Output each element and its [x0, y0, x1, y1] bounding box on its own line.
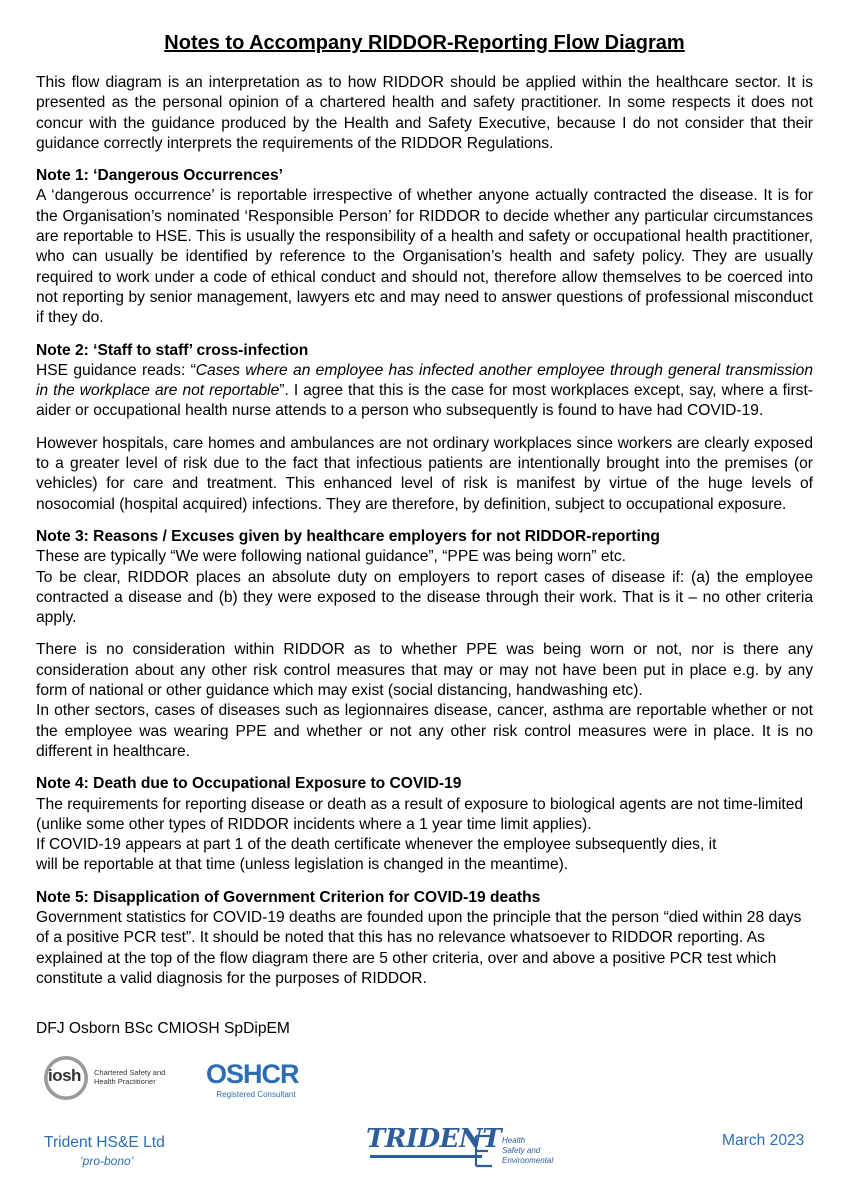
document-date: March 2023 — [722, 1132, 805, 1149]
pro-bono-label: ‘pro-bono’ — [80, 1154, 134, 1168]
note-4-body: The requirements for reporting disease or death as a result of exposure to biological agents are not time-limited (unlike some other types of RIDDOR incidents where a 1 year time limit applies). — [36, 795, 804, 833]
note-2-quote: Cases where an employee has infected another employee through general transmission in the workplace are not reportable — [36, 361, 813, 400]
author-signature: DFJ Osborn BSc CMIOSH SpDipEM — [36, 1020, 290, 1037]
note-3-line1: These are typically “We were following national guidance”, “PPE was being worn” etc. — [36, 548, 626, 566]
note-5-heading: Note 5: Disapplication of Government Criterion for COVID-19 deaths — [36, 888, 541, 906]
trident-logo-word: TRIDENT — [366, 1124, 502, 1154]
intro-paragraph: This flow diagram is an interpretation as to how RIDDOR should be applied within the healthcare sector. It is presented as the personal opinion of a chartered health and safety practitioner. In some respects it does not concur with the guidance produced by the Health and Safety Executive, because I do not consider that their guidance correctly interprets the requirements of the RIDDOR Regulations. — [36, 74, 813, 152]
note-3-heading: Note 3: Reasons / Excuses given by healthcare employers for not RIDDOR-reporting — [36, 527, 660, 545]
note-1-heading: Note 1: ‘Dangerous Occurrences’ — [36, 167, 283, 185]
note-3-line2: To be clear, RIDDOR places an absolute duty on employers to report cases of disease if: (a) the employee contracted a disease and (b) they were exposed to the disease through their work. That is it – no other criteria apply. — [36, 568, 813, 627]
trident-logo-lines: Health Safety and Environmental — [502, 1136, 554, 1165]
note-2-heading: Note 2: ‘Staff to staff’ cross-infection — [36, 341, 309, 359]
oshcr-logo — [206, 1060, 306, 1104]
trident-underline — [370, 1155, 482, 1158]
note-4-body2: If COVID-19 appears at part 1 of the death certificate whenever the employee subsequently dies, it will be reportable at that time (unless legislation is changed in the meantime). — [36, 836, 717, 874]
note-3-para2: There is no consideration within RIDDOR as to whether PPE was being worn or not, nor is there any consideration about any other risk control measures that may or may not have been put in place e.g. by any form of national or other guidance which may exist (social distancing, handwashing etc). — [36, 641, 813, 700]
note-4-heading: Note 4: Death due to Occupational Exposure to COVID-19 — [36, 775, 462, 793]
trident-e-icon — [474, 1134, 494, 1168]
document-body — [36, 73, 813, 989]
note-1-body: A ‘dangerous occurrence’ is reportable irrespective of whether anyone actually contracted the disease. It is for the Organisation’s nominated ‘Responsible Person’ for RIDDOR to decide whether any particular circumstances are reportable to HSE. This is usually the responsibility of a health and safety or occupational health practitioner, who can usually be identified by reference to the Organisation’s health and safety policy. They are usually required to work under a code of ethical conduct and should not, therefore allow themselves to be coerced into not reporting by senior management, lawyers etc and may need to answer questions of professional misconduct if they do. — [36, 187, 813, 327]
oshcr-logo-word: OSHCR — [206, 1059, 299, 1089]
oshcr-logo-subtitle: Registered Consultant — [216, 1090, 296, 1099]
iosh-logo — [44, 1056, 184, 1100]
note-2-tail: ”. I agree that this is the case for most workplaces except, say, where a first-aider or occupational health nurse attends to a person who subsequently is found to have had COVID-19. — [36, 382, 813, 420]
note-2-lead: HSE guidance reads: “ — [36, 361, 196, 379]
trident-logo — [366, 1124, 566, 1174]
iosh-logo-word: iosh — [48, 1066, 81, 1085]
note-2-body — [36, 361, 813, 422]
note-3-para3: In other sectors, cases of diseases such as legionnaires disease, cancer, asthma are reportable whether or not the employee was wearing PPE and whether or not any other risk control measures were in place. It is no different in healthcare. — [36, 702, 813, 760]
document-title: Notes to Accompany RIDDOR-Reporting Flow Diagram — [164, 32, 685, 54]
note-2-para2: However hospitals, care homes and ambulances are not ordinary workplaces since workers are clearly exposed to a greater level of risk due to the fact that infectious patients are intentionally brought into the premises (or vehicles) for care and treatment. This enhanced level of risk is manifest by virtue of the huge levels of nosocomial (hospital acquired) infections. They are therefore, by definition, subject to occupational exposure. — [36, 434, 813, 513]
company-name: Trident HS&E Ltd — [44, 1134, 165, 1151]
iosh-logo-text: Chartered Safety and Health Practitioner — [94, 1068, 166, 1086]
note-5-body: Government statistics for COVID-19 deaths are founded upon the principle that the person “died within 28 days of a positive PCR test”. It should be noted that this has no relevance whatsoever to RIDDOR reporting. As explained at the top of the flow diagram there are 5 other criteria, over and above a positive PCR test which constitute a valid diagnosis for the purposes of RIDDOR. — [36, 908, 802, 987]
